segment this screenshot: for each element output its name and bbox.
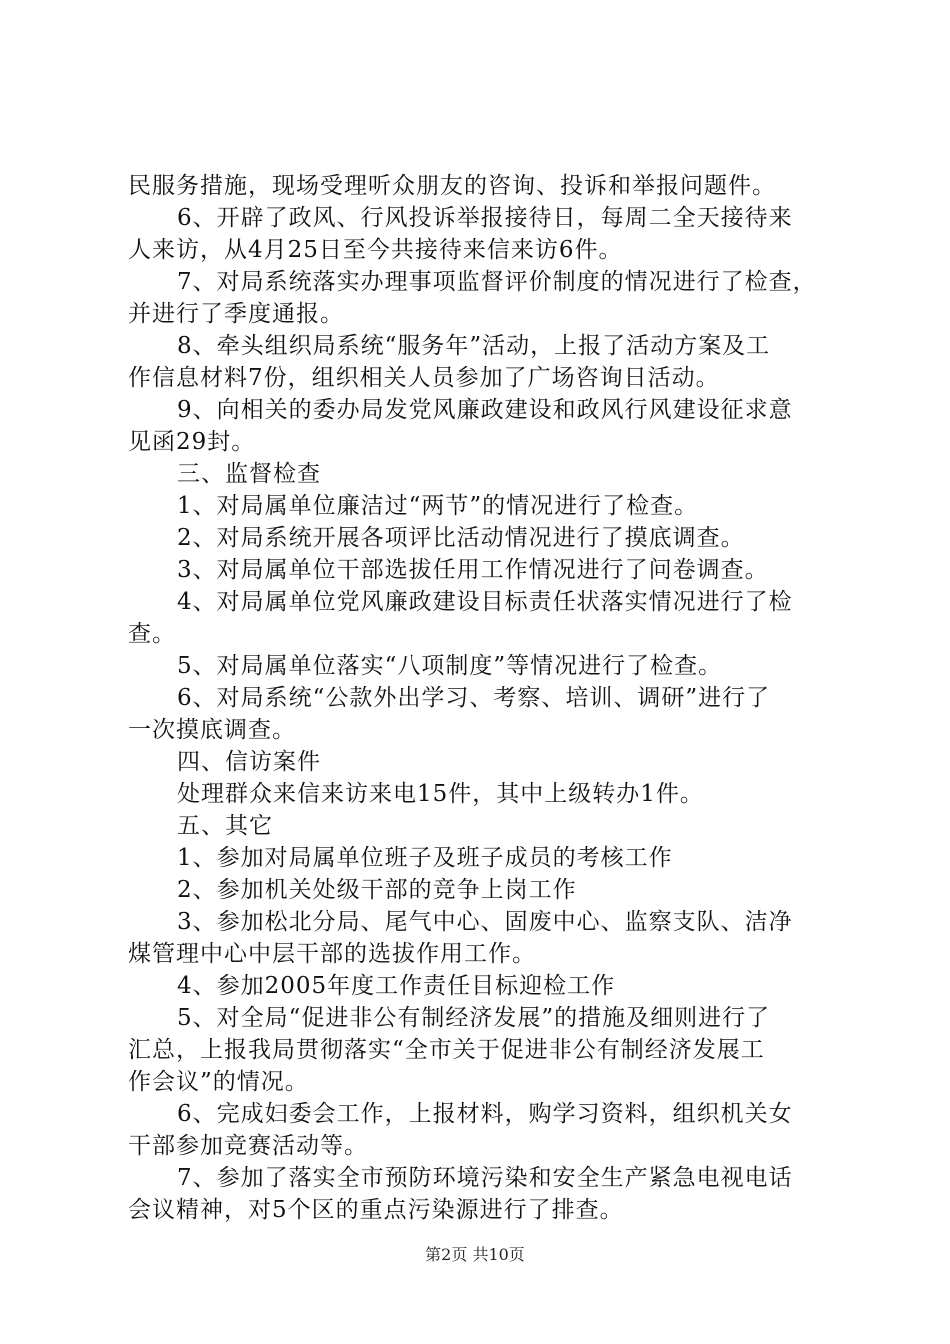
text-line: 2、对局系统开展各项评比活动情况进行了摸底调查。 [177, 525, 745, 551]
text-line: 5、对局属单位落实“八项制度”等情况进行了检查。 [177, 653, 723, 679]
text-line: 四、信访案件 [177, 749, 321, 775]
text-line: 2、参加机关处级干部的竞争上岗工作 [177, 877, 577, 903]
text-line: 作会议”的情况。 [128, 1069, 309, 1095]
text-line: 见函29封。 [128, 429, 256, 455]
text-line: 干部参加竞赛活动等。 [128, 1133, 368, 1159]
text-line: 6、完成妇委会工作，上报材料，购学习资料，组织机关女 [177, 1101, 793, 1127]
page-footer: 第2页 共10页 [425, 1245, 525, 1264]
text-line: 4、对局属单位党风廉政建设目标责任状落实情况进行了检 [177, 589, 793, 615]
text-line: 4、参加2005年度工作责任目标迎检工作 [177, 973, 616, 999]
text-line: 三、监督检查 [177, 461, 321, 487]
text-line: 并进行了季度通报。 [128, 301, 344, 327]
document-body [128, 170, 838, 1226]
text-line: 查。 [128, 621, 176, 647]
text-line: 5、对全局“促进非公有制经济发展”的措施及细则进行了 [177, 1005, 771, 1031]
text-line: 1、对局属单位廉洁过“两节”的情况进行了检查。 [177, 493, 699, 519]
text-line: 人来访，从4月25日至今共接待来信来访6件。 [128, 237, 623, 263]
text-line: 6、对局系统“公款外出学习、考察、培训、调研”进行了 [177, 685, 771, 711]
text-line: 3、对局属单位干部选拔任用工作情况进行了问卷调查。 [177, 557, 769, 583]
text-line: 会议精神，对5个区的重点污染源进行了排查。 [128, 1197, 624, 1223]
text-line: 1、参加对局属单位班子及班子成员的考核工作 [177, 845, 673, 871]
text-line: 6、开辟了政风、行风投诉举报接待日，每周二全天接待来 [177, 205, 793, 231]
text-line: 一次摸底调查。 [128, 717, 296, 743]
text-line: 处理群众来信来访来电15件，其中上级转办1件。 [177, 781, 704, 807]
text-line: 作信息材料7份，组织相关人员参加了广场咨询日活动。 [128, 365, 720, 391]
text-line: 3、参加松北分局、尾气中心、固废中心、监察支队、洁净 [177, 909, 793, 935]
text-line: 9、向相关的委办局发党风廉政建设和政风行风建设征求意 [177, 397, 793, 423]
text-line: 民服务措施，现场受理听众朋友的咨询、投诉和举报问题件。 [128, 173, 776, 199]
text-line: 五、其它 [177, 813, 273, 839]
text-line: 汇总，上报我局贯彻落实“全市关于促进非公有制经济发展工 [128, 1037, 765, 1063]
text-line: 煤管理中心中层干部的选拔作用工作。 [128, 941, 536, 967]
text-line: 7、参加了落实全市预防环境污染和安全生产紧急电视电话 [177, 1165, 793, 1191]
text-line: 7、对局系统落实办理事项监督评价制度的情况进行了检查， [177, 269, 817, 295]
text-line: 8、牵头组织局系统“服务年”活动，上报了活动方案及工 [177, 333, 771, 359]
